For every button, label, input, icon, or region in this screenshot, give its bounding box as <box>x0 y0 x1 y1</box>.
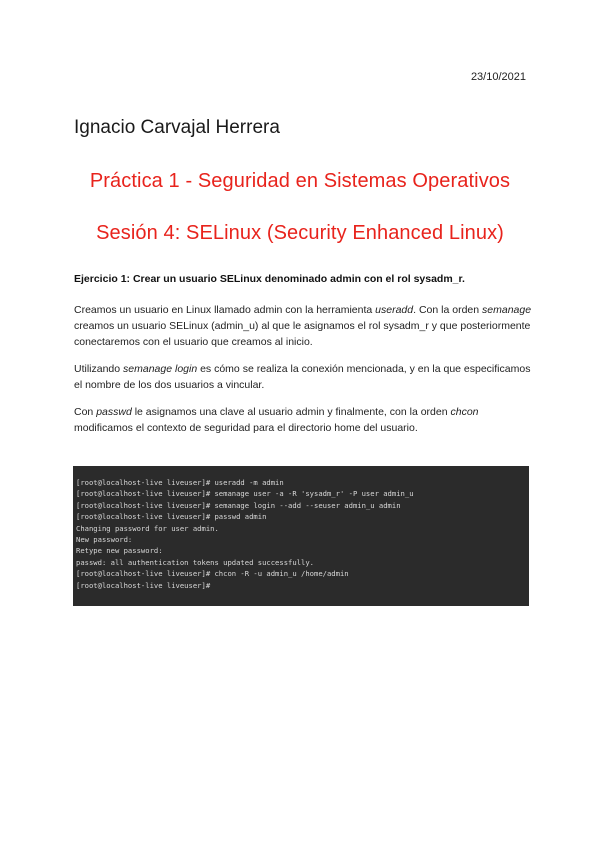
paragraph-text: es cómo se realiza la conexión mencionada, y en la que especificamos el nombre de los dos usuarios a vincular. <box>74 363 531 391</box>
terminal-line: [root@localhost-live liveuser]# chcon -R -u admin_u /home/admin <box>76 569 349 579</box>
exercise-heading: Ejercicio 1: Crear un usuario SELinux denominado admin con el rol sysadm_r. <box>74 273 465 285</box>
author-name: Ignacio Carvajal Herrera <box>74 117 280 138</box>
terminal-line: [root@localhost-live liveuser]# semanage login --add --seuser admin_u admin <box>76 500 401 510</box>
paragraph-text: Con <box>74 406 97 418</box>
terminal-line: Retype new password: <box>76 546 163 556</box>
paragraph-text: . Con la orden <box>413 304 483 316</box>
paragraph-text: Utilizando <box>74 363 124 375</box>
command-semanage-login: semanage login <box>123 363 198 375</box>
terminal-line: [root@localhost-live liveuser]# useradd -m admin <box>76 478 284 487</box>
terminal-screenshot <box>73 466 529 606</box>
terminal-line: passwd: all authentication tokens updated successfully. <box>76 557 314 567</box>
paragraph-useradd <box>74 302 534 350</box>
terminal-line: [root@localhost-live liveuser]# <box>76 580 211 590</box>
terminal-line: New password: <box>76 535 133 545</box>
paragraph-text: modificamos el contexto de seguridad para el directorio home del usuario. <box>74 422 418 434</box>
paragraph-text: creamos un usuario SELinux (admin_u) al que le asignamos el rol sysadm_r y que posteriormente conectaremos con el usuario que creamos al inicio. <box>74 320 531 348</box>
paragraph-text: le asignamos una clave al usuario admin y finalmente, con la orden <box>131 406 451 418</box>
command-useradd: useradd <box>375 304 414 316</box>
document-date: 23/10/2021 <box>470 71 526 83</box>
practice-title: Práctica 1 - Seguridad en Sistemas Operativos <box>89 170 511 192</box>
paragraph-semanage-login <box>74 361 534 393</box>
terminal-line: [root@localhost-live liveuser]# passwd admin <box>76 512 267 522</box>
paragraph-passwd-chcon <box>74 404 534 436</box>
command-passwd: passwd <box>96 406 132 418</box>
terminal-line: Changing password for user admin. <box>76 523 219 533</box>
terminal-line: [root@localhost-live liveuser]# semanage user -a -R 'sysadm_r' -P user admin_u <box>76 489 414 499</box>
session-title: Sesión 4: SELinux (Security Enhanced Linux) <box>96 222 504 244</box>
command-chcon: chcon <box>450 406 479 418</box>
paragraph-text: Creamos un usuario en Linux llamado admin con la herramienta <box>74 304 376 316</box>
command-semanage: semanage <box>482 304 532 316</box>
